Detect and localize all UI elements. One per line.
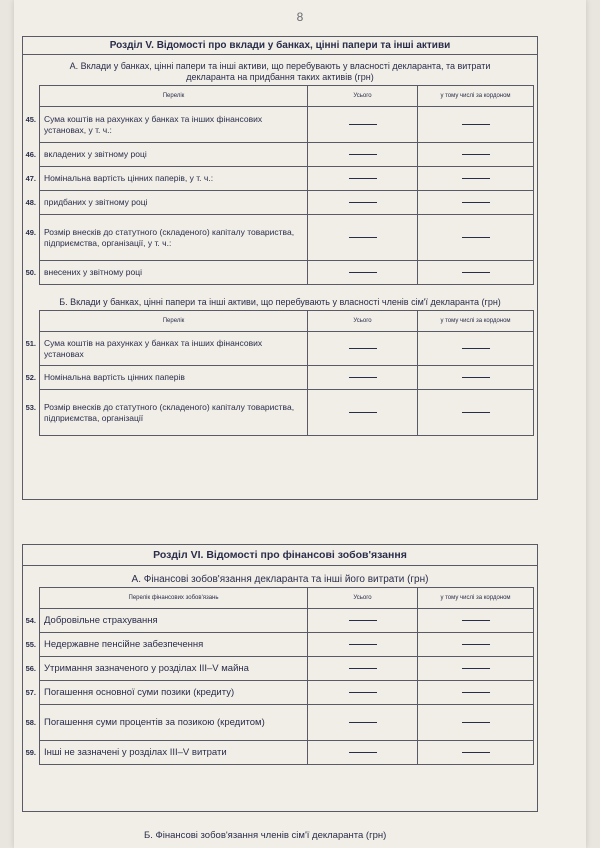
column-header: у тому числі за кордоном [418,86,534,107]
row-number: 52. [25,373,36,382]
total-field[interactable] [308,390,418,436]
row-number: 48. [25,198,36,207]
row-label: вкладених у звітному році [44,149,147,159]
abroad-field[interactable] [418,191,534,215]
dash-mark [462,237,490,238]
dash-mark [462,202,490,203]
table-row [40,366,534,390]
abroad-field[interactable] [418,107,534,143]
row-label: Добровільне страхування [44,615,158,626]
abroad-field[interactable] [418,705,534,741]
row-label: Розмір внесків до статутного (складеного) капіталу товариства, підприємства, організації [44,401,295,423]
row-number: 56. [25,664,36,673]
column-header: у тому числі за кордоном [418,588,534,609]
column-header: Усього [308,311,418,332]
table-row [40,390,534,436]
table-row [40,215,534,261]
row-label: Номінальна вартість цінних паперів [44,372,185,382]
row-number: 45. [25,114,36,124]
dash-mark [462,620,490,621]
dash-mark [349,154,377,155]
section-5-title: Розділ V. Відомості про вклади у банках, цінні папери та інші активи [23,37,537,55]
column-header: Перелік [40,311,308,332]
dash-mark [349,722,377,723]
table-row [40,107,534,143]
total-field[interactable] [308,657,418,681]
table-row [40,332,534,366]
row-number: 57. [25,688,36,697]
abroad-field[interactable] [418,215,534,261]
total-field[interactable] [308,107,418,143]
dash-mark [462,348,490,349]
dash-mark [462,124,490,125]
row-number: 47. [25,174,36,183]
dash-mark [462,668,490,669]
row-label: Погашення суми процентів за позикою (кредитом) [44,717,265,728]
row-label: Недержавне пенсійне забезпечення [44,639,204,650]
section-6 [22,544,538,812]
total-field[interactable] [308,609,418,633]
abroad-field[interactable] [418,609,534,633]
dash-mark [462,178,490,179]
section-6-part-a-table [25,587,534,765]
total-field[interactable] [308,215,418,261]
section-5-part-b-table [25,310,534,436]
section-5-part-a-table [25,85,534,285]
total-field[interactable] [308,332,418,366]
abroad-field[interactable] [418,741,534,765]
section-5-part-b-title: Б. Вклади у банках, цінні папери та інші активи, що перебувають у власності членів сім'ї декларанта (грн) [59,297,501,307]
row-label: Утримання зазначеного у розділах III–V майна [44,663,249,674]
dash-mark [462,377,490,378]
dash-mark [462,154,490,155]
row-number: 53. [25,402,36,412]
table-header-row [40,86,534,107]
table-row [40,609,534,633]
row-number: 58. [25,718,36,727]
section-6-part-a-title: А. Фінансові зобов'язання декларанта та інші його витрати (грн) [131,574,429,585]
row-number: 51. [25,338,36,348]
dash-mark [349,178,377,179]
table-row [40,657,534,681]
table-row [40,705,534,741]
table-row [40,167,534,191]
total-field[interactable] [308,681,418,705]
dash-mark [349,124,377,125]
dash-mark [349,377,377,378]
dash-mark [462,412,490,413]
section-6-part-b-title: Б. Фінансові зобов'язання членів сім'ї декларанта (грн) [144,830,387,841]
row-label: Інші не зазначені у розділах III–V витрати [44,747,227,758]
row-label: Сума коштів на рахунках у банках та інших фінансових установах, у т. ч.: [44,113,263,135]
total-field[interactable] [308,366,418,390]
total-field[interactable] [308,143,418,167]
row-label: придбаних у звітному році [44,197,148,207]
column-header: Перелік фінансових зобов'язань [40,588,308,609]
row-label: Номінальна вартість цінних паперів, у т. ч.: [44,173,214,183]
abroad-field[interactable] [418,633,534,657]
dash-mark [349,620,377,621]
section-5-part-a-title: А. Вклади у банках, цінні папери та інші активи, що перебувають у власності декларанта, та витрати декларанта на придбання таких активів (грн) [69,61,491,82]
total-field[interactable] [308,633,418,657]
column-header: Перелік [40,86,308,107]
column-header: Усього [308,588,418,609]
table-row [40,681,534,705]
abroad-field[interactable] [418,261,534,285]
abroad-field[interactable] [418,390,534,436]
row-number: 49. [25,227,36,237]
abroad-field[interactable] [418,681,534,705]
row-label: Сума коштів на рахунках у банках та інших фінансових установах [44,337,263,359]
dash-mark [462,272,490,273]
dash-mark [462,644,490,645]
table-row [40,741,534,765]
total-field[interactable] [308,191,418,215]
table-header-row [40,588,534,609]
abroad-field[interactable] [418,366,534,390]
table-row [40,261,534,285]
dash-mark [462,692,490,693]
row-number: 54. [25,616,36,625]
dash-mark [349,668,377,669]
row-number: 50. [25,268,36,277]
table-header-row [40,311,534,332]
abroad-field[interactable] [418,657,534,681]
table-row [40,633,534,657]
dash-mark [349,202,377,203]
total-field[interactable] [308,741,418,765]
page-number: 8 [296,10,304,24]
row-label: внесених у звітному році [44,267,142,277]
section-5 [22,36,538,500]
row-label: Розмір внесків до статутного (складеного) капіталу товариства, підприємства, організації, у т. ч.: [44,226,295,248]
total-field[interactable] [308,167,418,191]
dash-mark [349,272,377,273]
total-field[interactable] [308,261,418,285]
abroad-field[interactable] [418,167,534,191]
table-row [40,191,534,215]
dash-mark [349,644,377,645]
row-number: 59. [25,748,36,757]
dash-mark [349,692,377,693]
document-page [14,0,586,848]
table-row [40,143,534,167]
row-label: Погашення основної суми позики (кредиту) [44,687,235,698]
abroad-field[interactable] [418,332,534,366]
section-6-title: Розділ VI. Відомості про фінансові зобов'язання [23,545,537,566]
dash-mark [462,722,490,723]
abroad-field[interactable] [418,143,534,167]
dash-mark [349,237,377,238]
row-number: 46. [25,150,36,159]
total-field[interactable] [308,705,418,741]
dash-mark [349,348,377,349]
column-header: Усього [308,86,418,107]
column-header: у тому числі за кордоном [418,311,534,332]
dash-mark [349,752,377,753]
dash-mark [349,412,377,413]
row-number: 55. [25,640,36,649]
dash-mark [462,752,490,753]
